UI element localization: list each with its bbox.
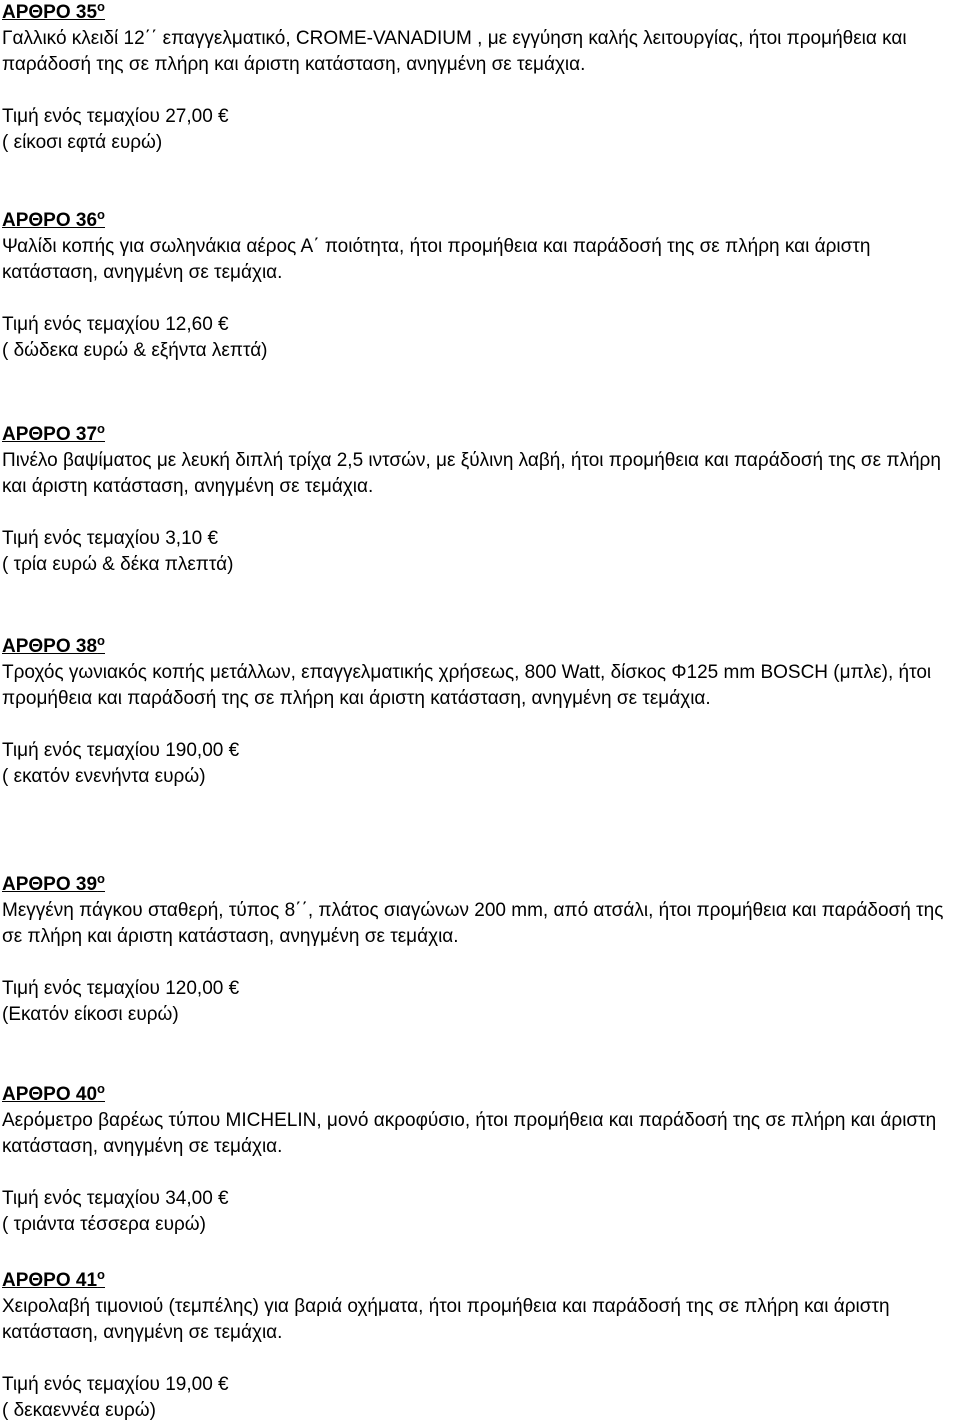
article-41 (2, 1268, 958, 1424)
article-price: Τιμή ενός τεμαχίου 12,60 € (2, 314, 229, 335)
article-price: Τιμή ενός τεμαχίου 34,00 € (2, 1188, 229, 1209)
article-heading: ΑΡΘΡΟ $37^o$ (2, 421, 105, 445)
article-39 (2, 872, 958, 1028)
article-heading: ΑΡΘΡΟ $41^o$ (2, 1267, 105, 1291)
article-description: Μεγγένη πάγκου σταθερή, τύπος 8΄΄, πλάτος σιαγώνων 200 mm, από ατσάλι, ήτοι προμήθεια και παράδοσή της σε πλήρη και άριστη κατάσταση, ανηγμένη σε τεμάχια. (2, 900, 944, 947)
article-36 (2, 208, 958, 364)
article-price: Τιμή ενός τεμαχίου 27,00 € (2, 106, 229, 127)
article-price-words: ( τριάντα τέσσερα ευρώ) (2, 1214, 206, 1235)
article-price-words: ( δώδεκα ευρώ & εξήντα λεπτά) (2, 340, 268, 361)
article-price-words: ( εκατόν ενενήντα ευρώ) (2, 766, 206, 787)
article-35 (2, 0, 958, 156)
article-price-words: (Εκατόν είκοσι ευρώ) (2, 1004, 179, 1025)
article-price: Τιμή ενός τεμαχίου 120,00 € (2, 978, 240, 999)
article-price-words: ( δεκαεννέα ευρώ) (2, 1400, 156, 1421)
article-heading: ΑΡΘΡΟ $39^o$ (2, 871, 105, 895)
article-38 (2, 634, 958, 790)
article-price: Τιμή ενός τεμαχίου 19,00 € (2, 1374, 229, 1395)
article-description: Τροχός γωνιακός κοπής μετάλλων, επαγγελματικής χρήσεως, 800 Watt, δίσκος Φ125 mm BOSCH (μπλε), ήτοι προμήθεια και παράδοσή της σε πλήρη και άριστη κατάσταση, ανηγμένη σε τεμάχια. (2, 662, 932, 709)
article-price: Τιμή ενός τεμαχίου 3,10 € (2, 528, 219, 549)
article-heading: ΑΡΘΡΟ $35^o$ (2, 0, 105, 23)
article-heading: ΑΡΘΡΟ $40^o$ (2, 1081, 105, 1105)
article-heading: ΑΡΘΡΟ $38^o$ (2, 633, 105, 657)
article-description: Γαλλικό κλειδί 12΄΄ επαγγελματικό, CROME-VANADIUM , με εγγύηση καλής λειτουργίας, ήτοι προμήθεια και παράδοσή της σε πλήρη και άριστη κατάσταση, ανηγμένη σε τεμάχια. (2, 28, 907, 75)
article-description: Χειρολαβή τιμονιού (τεμπέλης) για βαριά οχήματα, ήτοι προμήθεια και παράδοσή της σε πλήρη και άριστη κατάσταση, ανηγμένη σε τεμάχια. (2, 1296, 890, 1343)
article-description: Αερόμετρο βαρέως τύπου MICHELIN, μονό ακροφύσιο, ήτοι προμήθεια και παράδοσή της σε πλήρη και άριστη κατάσταση, ανηγμένη σε τεμάχια. (2, 1110, 937, 1157)
article-heading: ΑΡΘΡΟ $36^o$ (2, 207, 105, 231)
article-price-words: ( τρία ευρώ & δέκα πλεπτά) (2, 554, 234, 575)
article-description: Ψαλίδι κοπής για σωληνάκια αέρος Α΄ ποιότητα, ήτοι προμήθεια και παράδοσή της σε πλήρη και άριστη κατάσταση, ανηγμένη σε τεμάχια. (2, 236, 871, 283)
article-description: Πινέλο βαψίματος με λευκή διπλή τρίχα 2,5 ιντσών, με ξύλινη λαβή, ήτοι προμήθεια και παράδοσή της σε πλήρη και άριστη κατάσταση, ανηγμένη σε τεμάχια. (2, 450, 941, 497)
article-37 (2, 422, 958, 578)
article-price-words: ( είκοσι εφτά ευρώ) (2, 132, 163, 153)
article-price: Τιμή ενός τεμαχίου 190,00 € (2, 740, 240, 761)
article-40 (2, 1082, 958, 1238)
